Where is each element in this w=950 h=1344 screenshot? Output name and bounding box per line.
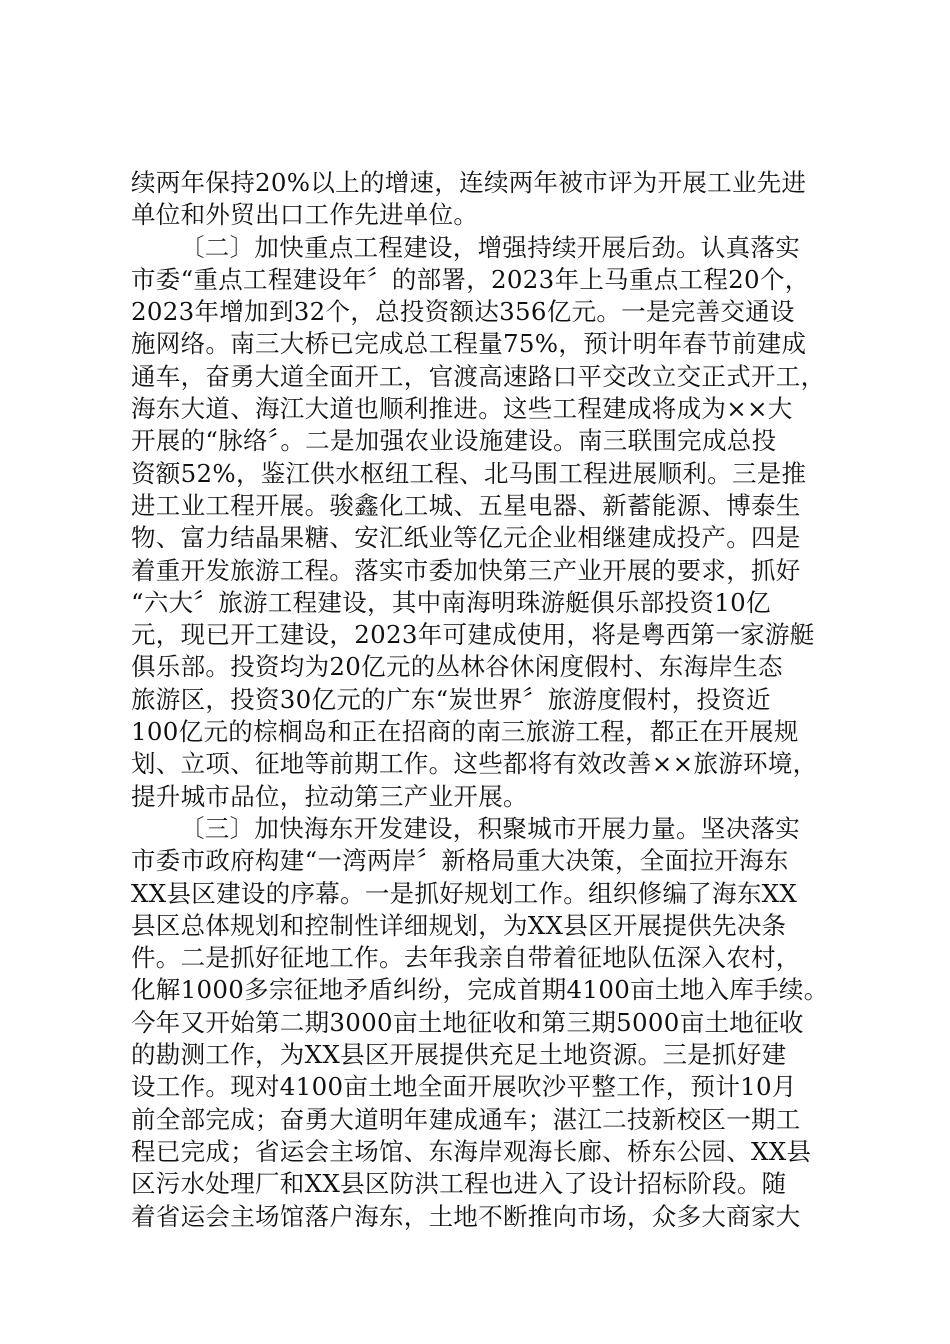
text-line: 资额52%，鉴江供水枢纽工程、北马围工程进展顺利。三是推 (131, 458, 807, 488)
text-line: 通车，奋勇大道全面开工，官渡高速路口平交改立交正式开工， (131, 361, 826, 391)
text-line: 前全部完成；奋勇大道明年建成通车；湛江二技新校区一期工 (131, 1104, 801, 1134)
text-line: 俱乐部。投资均为20亿元的丛林谷休闲度假村、东海岸生态 (131, 652, 783, 682)
text-line: 物、富力结晶果糖、安汇纸业等亿元企业相继建成投产。四是 (131, 523, 801, 553)
text-line: 市委市政府构建“一湾两岸〞新格局重大决策，全面拉开海东 (131, 846, 789, 876)
section-heading-line: 〔三〕加快海东开发建设，积聚城市开展力量。坚决落实 (180, 813, 800, 843)
section-heading-line: 〔二〕加快重点工程建设，增强持续开展后劲。认真落实 (180, 232, 800, 262)
text-line: 元，现已开工建设，2023年可建成使用，将是粤西第一家游艇 (131, 620, 815, 650)
text-line: 区污水处理厂和XX县区防洪工程也进入了设计招标阶段。随 (131, 1169, 787, 1199)
text-line: 的勘测工作，为XX县区开展提供充足土地资源。三是抓好建 (131, 1040, 787, 1070)
text-line: 程已完成；省运会主场馆、东海岸观海长廊、桥东公园、XX县 (131, 1136, 812, 1166)
text-line: 100亿元的棕榈岛和正在招商的南三旅游工程，都正在开展规 (131, 717, 799, 747)
text-line: 市委“重点工程建设年〞的部署，2023年上马重点工程20个， (131, 264, 810, 294)
text-line: 施网络。南三大桥已完成总工程量75%，预计明年春节前建成 (131, 329, 807, 359)
text-line: 件。二是抓好征地工作。去年我亲自带着征地队伍深入农村， (131, 943, 801, 973)
text-line: 进工业工程开展。骏鑫化工城、五星电器、新蓄能源、博泰生 (131, 490, 801, 520)
text-line: 续两年保持20%以上的增速，连续两年被市评为开展工业先进 (131, 168, 807, 197)
text-line: 今年又开始第二期3000亩土地征收和第三期5000亩土地征收 (131, 1007, 804, 1037)
text-line: 旅游区，投资30亿元的广东“炭世界〞旅游度假村，投资近 (131, 684, 771, 714)
text-line: 2023年增加到32个，总投资额达356亿元。一是完善交通设 (131, 297, 795, 327)
text-line: 海东大道、海江大道也顺利推进。这些工程建成将成为××大 (131, 394, 793, 424)
text-line: 县区总体规划和控制性详细规划，为XX县区开展提供先决条 (131, 910, 787, 940)
text-line: XX县区建设的序幕。一是抓好规划工作。组织修编了海东XX (131, 878, 798, 908)
text-line: 划、立项、征地等前期工作。这些都将有效改善××旅游环境， (131, 749, 818, 779)
text-line: 开展的“脉络〞。二是加强农业设施建设。南三联围完成总投 (131, 426, 777, 456)
text-line: 化解1000多宗征地矛盾纠纷，完成首期4100亩土地入库手续。 (131, 975, 829, 1005)
text-line: 单位和外贸出口工作先进单位。 (131, 200, 479, 230)
text-line: “六大〞旅游工程建设，其中南海明珠游艇俱乐部投资10亿 (131, 587, 771, 617)
body-text (131, 167, 831, 1233)
text-line: 着省运会主场馆落户海东，土地不断推向市场，众多大商家大 (131, 1201, 801, 1231)
text-line: 设工作。现对4100亩土地全面开展吹沙平整工作，预计10月 (131, 1072, 797, 1102)
text-line: 着重开发旅游工程。落实市委加快第三产业开展的要求，抓好 (131, 555, 801, 585)
text-line: 提升城市品位，拉动第三产业开展。 (131, 781, 528, 811)
